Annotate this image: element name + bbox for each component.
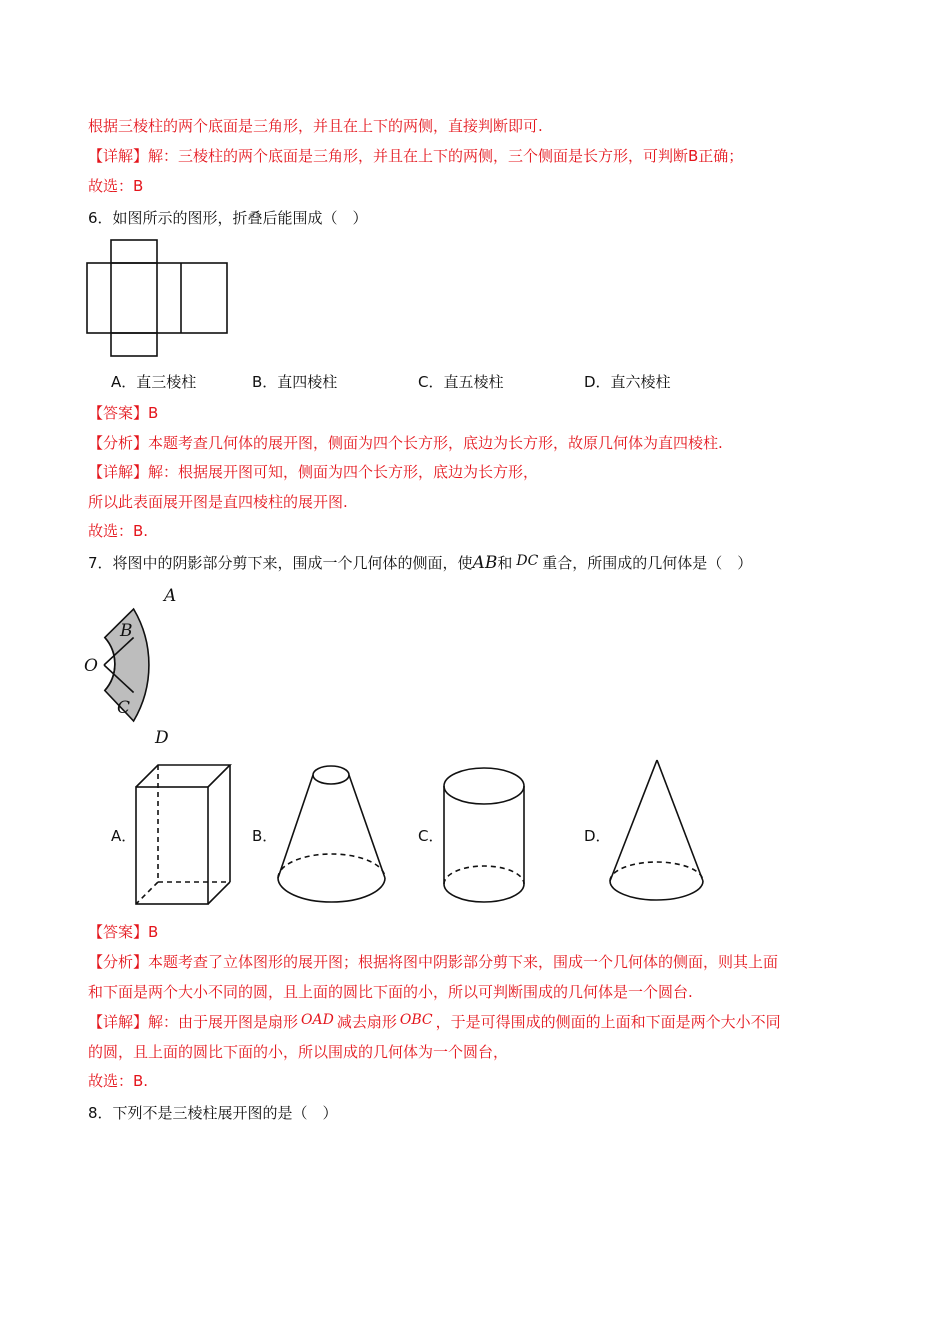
q6-analysis-tag: 【分析】 bbox=[88, 434, 149, 452]
cylinder-figure bbox=[444, 768, 524, 902]
q7-detail-tag: 【详解】 bbox=[88, 1013, 149, 1031]
q7-question-and: 和 bbox=[497, 554, 513, 572]
q5-choice: 故选：B bbox=[88, 177, 144, 195]
q7-analysis-tag: 【分析】 bbox=[88, 953, 149, 971]
q6-question: 6．如图所示的图形，折叠后能围成（ ） bbox=[88, 209, 368, 227]
frustum-bottom-back-arc bbox=[278, 854, 385, 878]
cylinder-top-ellipse bbox=[444, 768, 524, 804]
q7-option-d[interactable]: D． bbox=[584, 827, 611, 845]
label-o: O bbox=[84, 656, 98, 676]
q7-answer-tag: 【答案】 bbox=[88, 923, 149, 941]
cylinder-bottom-front-arc bbox=[444, 884, 524, 902]
prism-front-face bbox=[136, 787, 208, 904]
q7-detail-2: 的圆，且上面的圆比下面的小，所以围成的几何体为一个圆台， bbox=[88, 1043, 509, 1061]
q7-segment-dc: DC bbox=[516, 553, 539, 569]
q7-detail bbox=[88, 1012, 781, 1033]
q7-question-suffix: 重合，所围成的几何体是（ ） bbox=[542, 554, 753, 572]
q6-answer-value: B bbox=[148, 404, 159, 422]
q7-choice: 故选：B. bbox=[88, 1072, 149, 1090]
q6-detail-text: 解：根据展开图可知，侧面为四个长方形，底边为长方形， bbox=[148, 463, 539, 481]
label-c: C bbox=[117, 698, 131, 718]
cone-figure bbox=[610, 760, 703, 900]
frustum-top-ellipse bbox=[313, 766, 349, 784]
q7-question-prefix: 7．将图中的阴影部分剪下来，围成一个几何体的侧面，使 bbox=[88, 554, 473, 572]
frustum-right-edge bbox=[349, 775, 385, 878]
q6-option-c[interactable]: C．直五棱柱 bbox=[418, 373, 504, 391]
q6-choice: 故选：B. bbox=[88, 522, 149, 540]
q7-option-a[interactable]: A． bbox=[111, 827, 137, 845]
q7-option-b[interactable]: B． bbox=[252, 827, 278, 845]
cone-bottom-front-arc bbox=[610, 881, 703, 900]
q7-segment-ab: AB bbox=[472, 553, 498, 573]
q7-detail-text-a: 解：由于展开图是扇形 bbox=[148, 1013, 299, 1031]
q7-detail-text-b: 减去扇形 bbox=[336, 1013, 397, 1031]
q6-answer-tag: 【答案】 bbox=[88, 404, 149, 422]
prism-top-edges bbox=[136, 765, 230, 787]
q7-analysis-text: 本题考查了立体图形的展开图；根据将图中阴影部分剪下来，围成一个几何体的侧面，则其上面 bbox=[148, 953, 779, 971]
q6-analysis-text: 本题考查几何体的展开图，侧面为四个长方形，底边为长方形，故原几何体为直四棱柱. bbox=[148, 434, 723, 452]
q7-detail-text-c: ，于是可得围成的侧面的上面和下面是两个大小不同 bbox=[435, 1013, 781, 1031]
cone-bottom-back-arc bbox=[610, 862, 703, 881]
frustum-bottom-front-arc bbox=[278, 878, 385, 902]
prism-figure bbox=[136, 765, 230, 904]
q5-analysis: 根据三棱柱的两个底面是三角形，并且在上下的两侧，直接判断即可. bbox=[88, 117, 543, 135]
q6-detail-2: 所以此表面展开图是直四棱柱的展开图. bbox=[88, 493, 348, 511]
q7-analysis bbox=[88, 952, 778, 972]
q5-detail-tag: 【详解】 bbox=[88, 147, 149, 165]
q7-option-c[interactable]: C． bbox=[418, 827, 444, 845]
q7-sector-obc: OBC bbox=[399, 1012, 433, 1028]
q7-answer bbox=[88, 922, 158, 942]
q7-answer-value: B bbox=[148, 923, 159, 941]
label-a: A bbox=[164, 586, 177, 606]
q6-option-b[interactable]: B．直四棱柱 bbox=[252, 373, 338, 391]
prism-hidden-diagonal bbox=[136, 882, 158, 904]
q6-detail-tag: 【详解】 bbox=[88, 463, 149, 481]
q8-question: 8．下列不是三棱柱展开图的是（ ） bbox=[88, 1104, 338, 1122]
cylinder-bottom-back-arc bbox=[444, 866, 524, 884]
cone-right-edge bbox=[657, 760, 703, 881]
frustum-figure bbox=[278, 766, 385, 902]
q7-analysis-2: 和下面是两个大小不同的圆，且上面的圆比下面的小，所以可判断围成的几何体是一个圆台. bbox=[88, 983, 693, 1001]
label-b: B bbox=[120, 621, 133, 641]
frustum-left-edge bbox=[278, 775, 313, 878]
q6-option-d[interactable]: D．直六棱柱 bbox=[584, 373, 671, 391]
q7-sector-oad: OAD bbox=[301, 1012, 334, 1028]
prism-bottom-right-edge bbox=[208, 882, 230, 904]
label-d: D bbox=[155, 728, 169, 748]
q5-detail-text: 解：三棱柱的两个底面是三角形，并且在上下的两侧，三个侧面是长方形，可判断B正确； bbox=[148, 147, 744, 165]
q6-option-a[interactable]: A．直三棱柱 bbox=[111, 373, 197, 391]
